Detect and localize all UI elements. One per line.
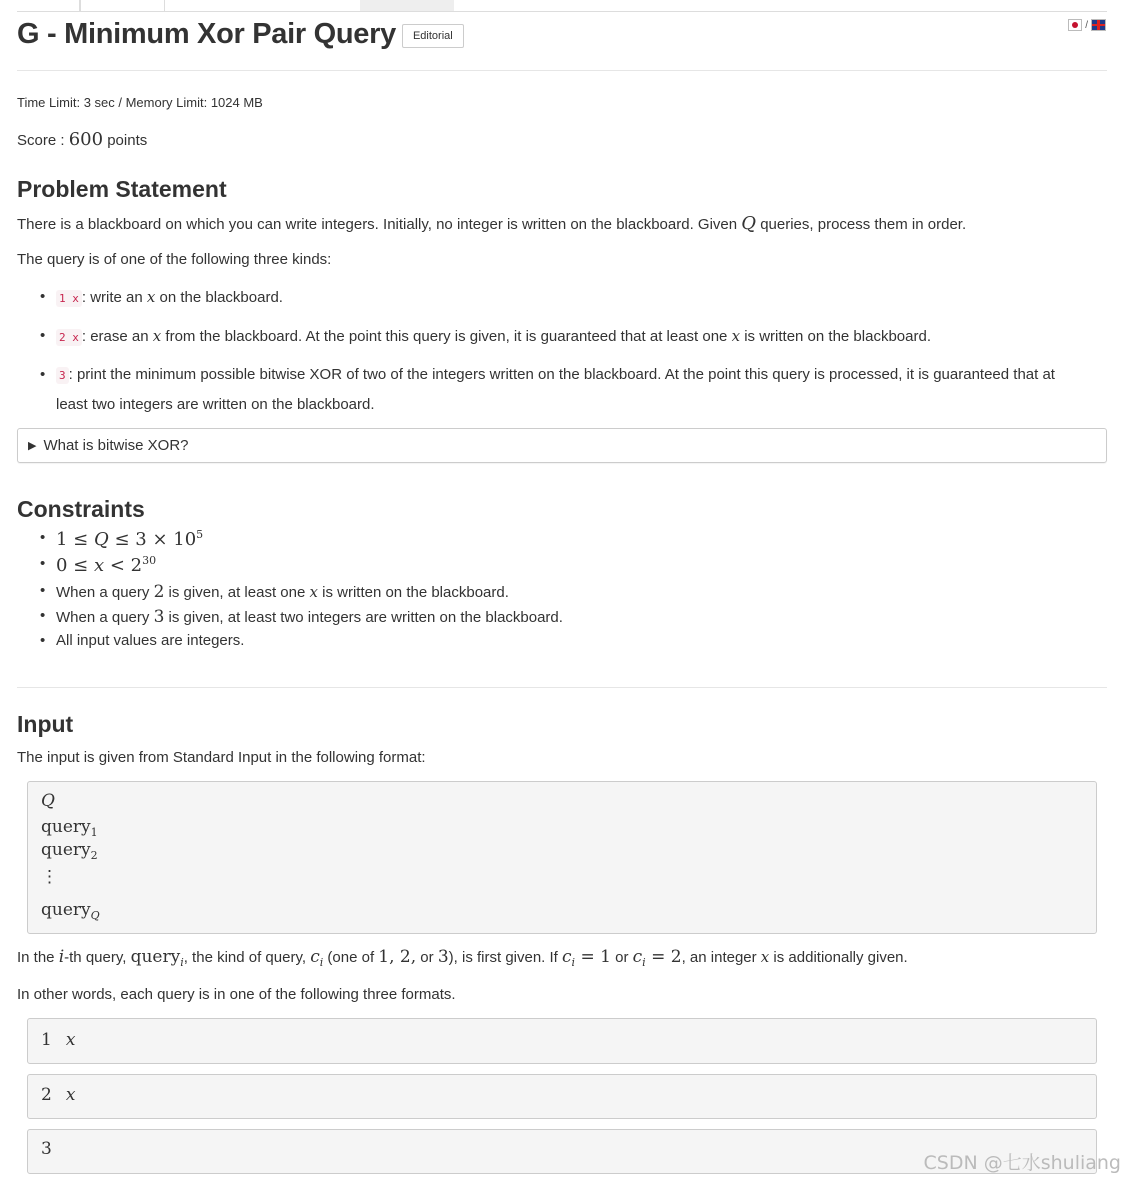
- input-intro: The input is given from Standard Input in the following format:: [17, 749, 426, 766]
- num: 1: [41, 1030, 52, 1050]
- math: 1, 2,: [378, 947, 417, 967]
- watermark: CSDN @七水shuliang: [923, 1152, 1121, 1174]
- other-words: In other words, each query is in one of the following three formats.: [17, 986, 456, 1003]
- text: When a query: [56, 609, 154, 626]
- format-line: [41, 1085, 75, 1105]
- language-switcher: [1068, 19, 1106, 31]
- text: , an integer: [681, 949, 761, 966]
- text: : print the minimum possible bitwise XOR of two of the integers written on the blackboard. At the point this query is processed, it is guaranteed that at: [68, 366, 1055, 383]
- subscript: Q: [90, 909, 100, 922]
- score-prefix: Score :: [17, 132, 69, 149]
- bullet: •: [40, 607, 46, 624]
- editorial-button[interactable]: Editorial: [402, 24, 464, 48]
- input-format-block: [27, 781, 1097, 934]
- num: 3: [153, 607, 165, 627]
- tab-blank-3[interactable]: [360, 0, 454, 11]
- score-value: 600: [68, 129, 104, 150]
- format-query-q: [41, 900, 100, 920]
- bullet: •: [40, 366, 46, 383]
- var-c: c: [562, 947, 572, 967]
- var-c: c: [632, 947, 643, 967]
- subscript: 2: [90, 849, 98, 862]
- details-label: What is bitwise XOR?: [43, 437, 189, 454]
- list-item: [40, 327, 931, 345]
- format-line: [41, 1139, 52, 1159]
- num: 2: [41, 1085, 52, 1105]
- text: -th query,: [64, 949, 131, 966]
- bullet: •: [40, 582, 46, 599]
- var-c: c: [310, 947, 320, 967]
- query-description: [17, 947, 908, 967]
- format-block-1: [27, 1018, 1097, 1064]
- code-query-2: 2 x: [56, 329, 82, 346]
- text: When a query: [56, 584, 154, 601]
- list-item: [40, 288, 283, 306]
- subscript: i: [642, 956, 646, 969]
- score-suffix: points: [103, 132, 148, 149]
- triangle-right-icon: ▶: [28, 440, 37, 452]
- text: There is a blackboard on which you can write integers. Initially, no integer is written on the blackboard. Given: [17, 216, 742, 233]
- text: is given, at least two integers are written on the blackboard.: [164, 609, 563, 626]
- format-block-2: [27, 1074, 1097, 1119]
- var-x: x: [93, 555, 105, 576]
- math: = 2: [645, 947, 682, 967]
- math: = 1: [575, 947, 611, 967]
- subscript: i: [319, 956, 324, 969]
- format-query-1: [41, 817, 98, 837]
- time-memory-limit: Time Limit: 3 sec / Memory Limit: 1024 MB: [17, 95, 263, 110]
- text: is given, at least one: [164, 584, 310, 601]
- text: is additionally given.: [769, 949, 908, 966]
- divider: [17, 687, 1107, 688]
- uk-flag-icon[interactable]: [1091, 19, 1106, 31]
- subscript: 1: [90, 826, 98, 839]
- score: [17, 129, 147, 150]
- xor-details-toggle[interactable]: [17, 428, 1107, 463]
- text: is written on the blackboard.: [317, 584, 509, 601]
- japan-flag-icon[interactable]: [1068, 19, 1082, 31]
- list-item: [40, 366, 1055, 419]
- subscript: i: [571, 956, 576, 969]
- var-x: x: [146, 288, 156, 306]
- divider: [17, 70, 1107, 71]
- tab-divider: [17, 11, 1107, 12]
- num: 2: [153, 582, 165, 602]
- text: : erase an: [81, 328, 153, 345]
- math: 1 ≤: [56, 529, 94, 550]
- constraint-item: [40, 555, 156, 576]
- tab-blank-1[interactable]: [17, 0, 80, 11]
- num: 3: [41, 1139, 52, 1159]
- var-q: Q: [93, 529, 109, 550]
- format-line: [41, 1030, 75, 1050]
- constraint-item: [40, 582, 509, 602]
- var-x: x: [65, 1030, 76, 1050]
- bullet: •: [40, 327, 46, 344]
- constraints-heading: Constraints: [17, 496, 145, 522]
- math: 0 ≤: [56, 555, 94, 576]
- text: In the: [17, 949, 59, 966]
- title-row: [17, 14, 464, 54]
- statement-para1: [17, 213, 966, 234]
- format-query-2: [41, 840, 98, 860]
- bullet: •: [40, 555, 46, 572]
- text: from the blackboard. At the point this query is given, it is guaranteed that at least one: [161, 328, 732, 345]
- text: query: [130, 947, 181, 967]
- bullet: •: [40, 529, 46, 546]
- constraint-item: [40, 632, 244, 649]
- text: (one of: [323, 949, 379, 966]
- subscript: i: [180, 956, 184, 969]
- text: or: [610, 949, 633, 966]
- var-x: x: [760, 948, 770, 966]
- text: on the blackboard.: [155, 289, 283, 306]
- page-title: G - Minimum Xor Pair Query: [17, 17, 396, 50]
- var-x: x: [152, 327, 162, 345]
- math: ≤ 3 × 10: [108, 529, 197, 550]
- input-heading: Input: [17, 711, 74, 737]
- text: , the kind of query,: [183, 949, 311, 966]
- var-i: i: [58, 947, 65, 967]
- var-q: Q: [741, 213, 757, 234]
- lang-separator: /: [1085, 19, 1088, 31]
- text: All input values are integers.: [56, 632, 245, 649]
- var-x: x: [731, 327, 741, 345]
- bullet: •: [40, 288, 46, 305]
- text: queries, process them in order.: [756, 216, 967, 233]
- top-tabs: [0, 0, 1135, 12]
- vdots: ⋮: [41, 867, 58, 887]
- math: < 2: [104, 555, 143, 576]
- text: query: [41, 900, 91, 920]
- text: ), is first given. If: [448, 949, 563, 966]
- text: query: [41, 817, 91, 837]
- statement-para2: The query is of one of the following three kinds:: [17, 251, 332, 268]
- exponent: 5: [196, 528, 204, 541]
- text: : write an: [81, 289, 147, 306]
- text: is written on the blackboard.: [740, 328, 931, 345]
- text: query: [41, 840, 91, 860]
- math: 3: [437, 947, 449, 967]
- text: or: [416, 949, 438, 966]
- exponent: 30: [142, 554, 157, 567]
- constraint-item: [40, 529, 203, 550]
- text: least two integers are written on the blackboard.: [56, 396, 375, 413]
- var-x: x: [309, 583, 318, 601]
- bullet: •: [40, 632, 46, 649]
- code-query-1: 1 x: [56, 290, 82, 307]
- format-q: Q: [41, 791, 55, 811]
- constraint-item: [40, 607, 563, 627]
- var-x: x: [65, 1085, 76, 1105]
- problem-statement-heading: Problem Statement: [17, 176, 227, 202]
- code-query-3: 3: [56, 367, 69, 384]
